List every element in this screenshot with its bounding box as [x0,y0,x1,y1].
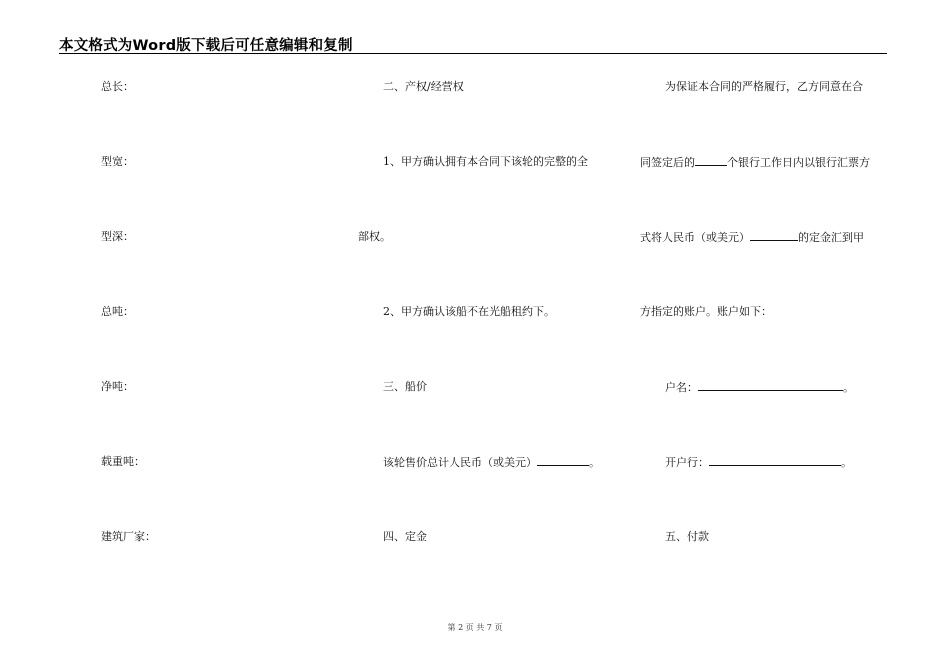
account-name-row [665,380,854,395]
deposit-line-3-b: 的定金汇到甲 [798,231,864,244]
bank-label: 开户行： [665,456,709,469]
section-ownership-title: 二、产权/经营权 [383,80,464,93]
bank-blank [709,455,841,466]
price-text: 该轮售价总计人民币（或美元） [383,456,537,469]
clause-ownership-1-line2: 部权。 [358,230,391,243]
price-end: 。 [589,456,600,469]
price-blank [537,455,589,466]
working-days-blank [695,155,727,166]
deposit-line-2-a: 同签定后的 [640,156,695,169]
section-payment-title: 五、付款 [665,530,709,543]
deadweight-label: 载重吨： [101,455,145,468]
molded-depth-label: 型深： [101,230,134,243]
deposit-line-2 [640,155,870,170]
account-name-blank [698,380,843,391]
molded-breadth-label: 型宽： [101,155,134,168]
deposit-line-3-a: 式将人民币（或美元） [640,231,750,244]
deposit-line-2-b: 个银行工作日内以银行汇票方 [727,156,870,169]
net-tonnage-label: 净吨： [101,380,134,393]
clause-ownership-2: 2、甲方确认该船不在光船租约下。 [383,305,555,318]
price-clause [383,455,600,470]
deposit-line-3 [640,230,864,245]
section-deposit-title: 四、定金 [383,530,427,543]
deposit-amount-blank [750,230,798,241]
gross-tonnage-label: 总吨： [101,305,134,318]
bank-row [665,455,852,470]
total-length-label: 总长： [101,80,134,93]
deposit-line-1: 为保证本合同的严格履行，乙方同意在合 [665,80,863,93]
document-header-title: 本文格式为Word版下载后可任意编辑和复制 [59,38,353,54]
clause-ownership-1-line1: 1、甲方确认拥有本合同下该轮的完整的全 [383,155,588,168]
page-number-footer: 第 2 页 共 7 页 [447,623,503,632]
builder-label: 建筑厂家： [101,530,156,543]
deposit-line-4: 方指定的账户。账户如下： [640,305,772,318]
header-divider [59,53,887,54]
bank-end: 。 [841,456,852,469]
account-name-label: 户名： [665,381,698,394]
account-name-end: 。 [843,381,854,394]
section-price-title: 三、船价 [383,380,427,393]
